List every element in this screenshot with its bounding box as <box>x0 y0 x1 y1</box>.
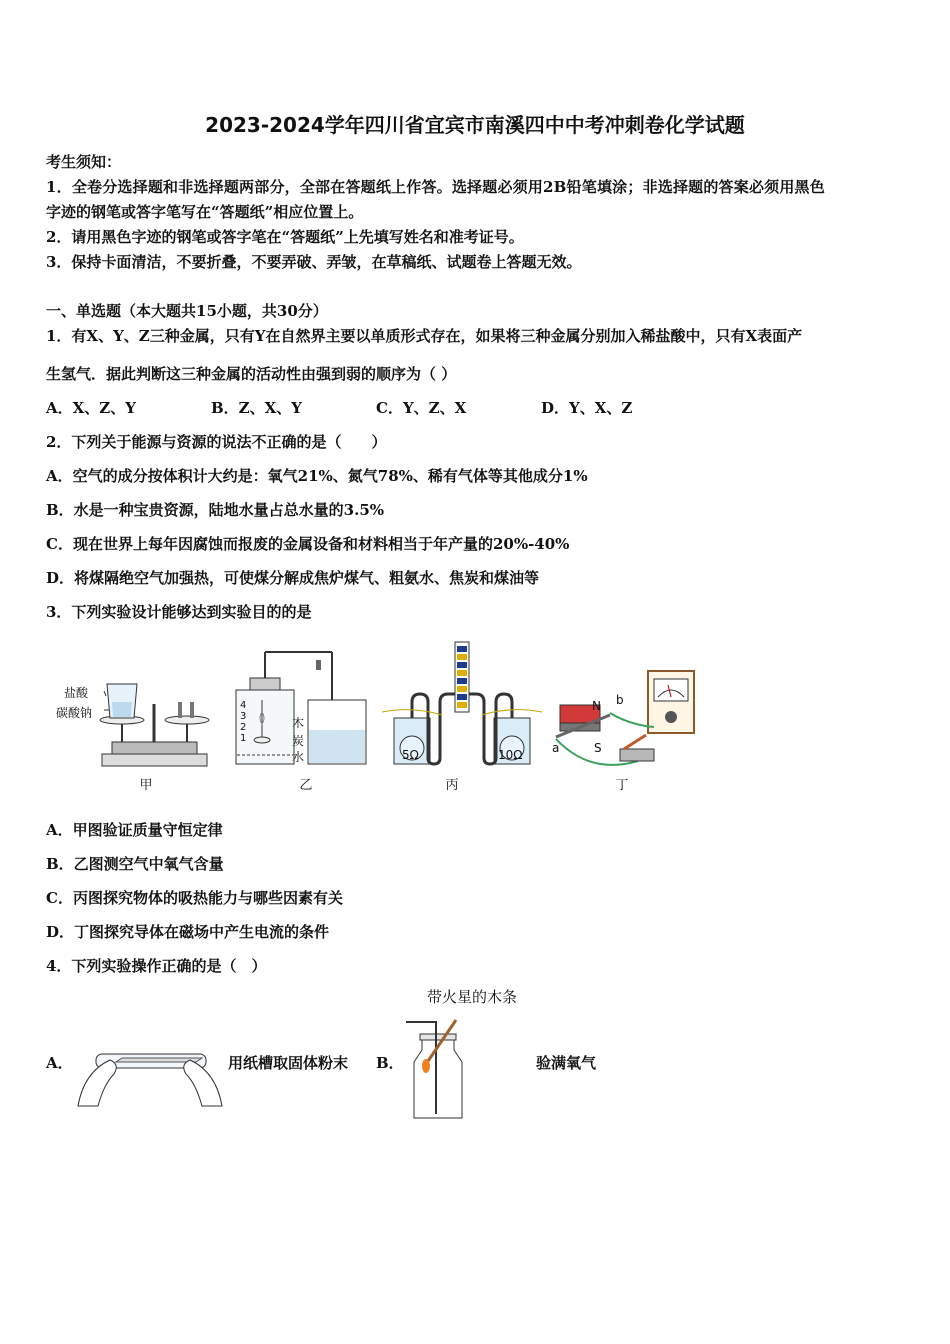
figure-label-jia: 甲 <box>139 778 153 793</box>
scale-3: 3 <box>240 711 247 722</box>
label-n: N <box>592 699 601 713</box>
q3-option-d: D．丁图探究导体在磁场中产生电流的条件 <box>46 923 330 941</box>
q1-option-b: B．Z、X、Y <box>211 399 302 417</box>
label-r2: 10Ω <box>498 748 523 762</box>
q4-option-b-caption: 带火星的木条 <box>427 988 518 1006</box>
q4-option-a-letter: A． <box>46 1054 73 1072</box>
q3-option-a: A．甲图验证质量守恒定律 <box>46 821 223 839</box>
figure-jia-balance <box>52 672 212 772</box>
label-charcoal-1: 木 <box>292 716 305 730</box>
scale-2: 2 <box>240 722 247 733</box>
label-water: 水 <box>292 750 305 764</box>
q2-stem: 2．下列关于能源与资源的说法不正确的是（ ） <box>46 433 387 451</box>
figure-bing-utube <box>382 640 542 770</box>
q1-stem-a: 1．有X、Y、Z三种金属，只有Y在自然界主要以单质形式存在，如果将三种金属分别加入稀盐酸中，只有X表面产 <box>46 327 803 345</box>
figure-label-ding: 丁 <box>615 778 629 793</box>
scale-1: 1 <box>240 733 247 744</box>
notice-line-2: 2．请用黑色字迹的钢笔或答字笔在“答题纸”上先填写姓名和准考证号。 <box>46 228 524 246</box>
q2-option-d: D．将煤隔绝空气加强热，可使煤分解成焦炉煤气、粗氨水、焦炭和煤油等 <box>46 569 540 587</box>
label-b: b <box>616 693 624 707</box>
q1-option-a: A．X、Z、Y <box>46 399 136 417</box>
figure-label-yi: 乙 <box>299 778 313 793</box>
label-na2co3: 碳酸钠 <box>56 706 93 720</box>
figure-yi-oxygen <box>232 640 372 770</box>
label-hcl: 盐酸 <box>64 686 89 700</box>
label-a: a <box>552 741 560 755</box>
q1-option-c: C．Y、Z、X <box>376 399 467 417</box>
label-s: S <box>594 741 602 755</box>
figure-paper-trough <box>76 1040 224 1110</box>
figure-label-bing: 丙 <box>445 778 459 793</box>
figure-gas-bottle <box>404 1018 466 1120</box>
exam-title: 2023-2024学年四川省宜宾市南溪四中中考冲刺卷化学试题 <box>205 113 745 137</box>
q4-option-b-text: 验满氧气 <box>536 1054 597 1072</box>
q4-option-b-letter: B． <box>376 1054 404 1072</box>
label-r1: 5Ω <box>402 748 419 762</box>
notice-line-1a: 1．全卷分选择题和非选择题两部分，全部在答题纸上作答。选择题必须用2B铅笔填涂；非选择题的答案必须用黑色 <box>46 178 825 196</box>
label-charcoal-2: 炭 <box>292 734 305 748</box>
q3-stem: 3．下列实验设计能够达到实验目的的是 <box>46 603 312 621</box>
q3-option-b: B．乙图测空气中氧气含量 <box>46 855 224 873</box>
q2-option-a: A．空气的成分按体积计大约是：氧气21%、氮气78%、稀有气体等其他成分1% <box>46 467 588 485</box>
notice-line-1b: 字迹的钢笔或答字笔写在“答题纸”相应位置上。 <box>46 203 364 221</box>
figure-ding-induction <box>550 665 700 775</box>
scale-4: 4 <box>240 700 247 711</box>
q1-option-d: D．Y、X、Z <box>541 399 633 417</box>
q2-option-c: C．现在世界上每年因腐蚀而报废的金属设备和材料相当于年产量的20%-40% <box>46 535 570 553</box>
section-heading: 一、单选题（本大题共15小题，共30分） <box>46 302 328 320</box>
q4-option-a-text: 用纸槽取固体粉末 <box>228 1054 349 1072</box>
q2-option-b: B．水是一种宝贵资源，陆地水量占总水量的3.5% <box>46 501 385 519</box>
q1-stem-b: 生氢气．据此判断这三种金属的活动性由强到弱的顺序为（ ） <box>46 365 457 383</box>
q3-option-c: C．丙图探究物体的吸热能力与哪些因素有关 <box>46 889 343 907</box>
q4-stem: 4．下列实验操作正确的是（ ） <box>46 957 267 975</box>
notice-line-3: 3．保持卡面清洁，不要折叠，不要弄破、弄皱，在草稿纸、试题卷上答题无效。 <box>46 253 582 271</box>
notice-heading: 考生须知： <box>46 153 122 171</box>
